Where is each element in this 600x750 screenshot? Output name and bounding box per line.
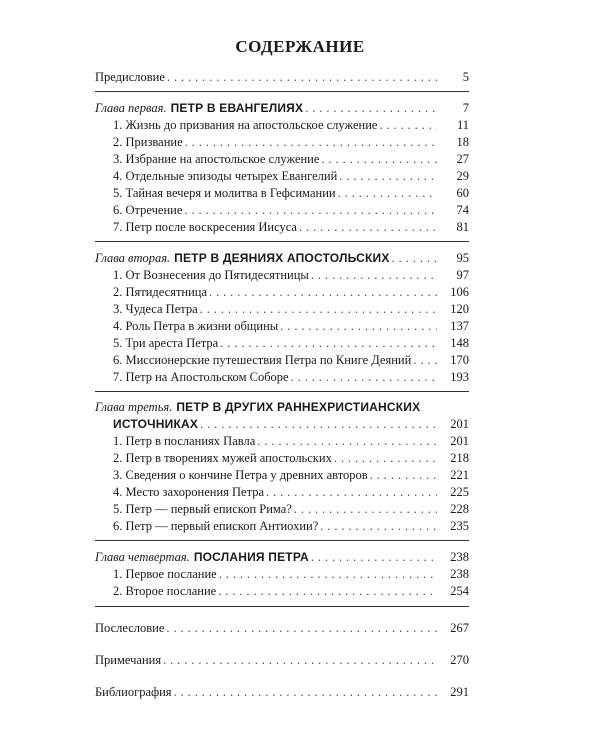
toc-entry-label: 1. Петр в посланиях Павла — [113, 434, 256, 448]
dot-leader — [218, 583, 437, 600]
toc-page-number: 95 — [456, 251, 469, 265]
toc-entry[interactable] — [113, 219, 469, 236]
dot-leader — [209, 284, 437, 301]
toc-page-number: 29 — [456, 169, 469, 183]
toc-entry-label: 1. От Вознесения до Пятидесятницы — [113, 268, 309, 282]
toc-chapter-1[interactable] — [95, 100, 469, 117]
toc-entry-label: Послесловие — [95, 621, 165, 635]
toc-entry-preface[interactable] — [95, 69, 469, 86]
chapter-title: ПОСЛАНИЯ ПЕТРА — [193, 550, 309, 564]
dot-leader — [311, 267, 437, 284]
dot-leader — [379, 117, 437, 134]
toc-page-number: 270 — [450, 653, 469, 667]
section-divider — [95, 241, 469, 242]
section-divider — [95, 91, 469, 92]
toc-page-number: 97 — [456, 268, 469, 282]
toc-entry-afterword[interactable] — [95, 620, 469, 637]
dot-leader — [166, 620, 437, 637]
dot-leader — [200, 416, 437, 433]
toc-entry-label: 5. Тайная вечеря и молитва в Гефсимании — [113, 186, 336, 200]
toc-entry-label: 2. Петр в творениях мужей апостольских — [113, 451, 332, 465]
toc-chapter-3[interactable] — [95, 399, 469, 416]
toc-page-number: 201 — [450, 434, 469, 448]
chapter-prefix: Глава первая. — [95, 101, 167, 115]
toc-chapter-3-continuation[interactable] — [113, 416, 469, 433]
toc-chapter-4[interactable] — [95, 549, 469, 566]
page-title: СОДЕРЖАНИЕ — [235, 37, 365, 56]
toc-entry[interactable] — [113, 318, 469, 335]
toc-page-number: 218 — [450, 451, 469, 465]
toc-entry[interactable] — [113, 301, 469, 318]
toc-entry-label: 5. Петр — первый епископ Рима? — [113, 502, 292, 516]
toc-page-number: 81 — [456, 220, 469, 234]
chapter-title: ПЕТР В ДЕЯНИЯХ АПОСТОЛЬСКИХ — [174, 251, 390, 265]
toc-page-number: 7 — [462, 101, 469, 115]
section-divider — [95, 606, 469, 607]
toc-entry[interactable] — [113, 467, 469, 484]
toc-entry[interactable] — [113, 501, 469, 518]
dot-leader — [280, 318, 437, 335]
toc-page-number: 170 — [450, 353, 469, 367]
toc-page-number: 267 — [450, 621, 469, 635]
toc-entry-bibliography[interactable] — [95, 684, 469, 701]
chapter-prefix: Глава четвертая. — [95, 550, 190, 564]
toc-entry-label: 2. Пятидесятница — [113, 285, 208, 299]
toc-entry[interactable] — [113, 284, 469, 301]
toc-entry[interactable] — [113, 369, 469, 386]
toc-entry-label: 1. Первое послание — [113, 567, 217, 581]
dot-leader — [339, 168, 437, 185]
toc-entry[interactable] — [113, 484, 469, 501]
toc-entry-label: 6. Миссионерские путешествия Петра по Книге Деяний — [113, 353, 412, 367]
toc-entry[interactable] — [113, 335, 469, 352]
toc-entry-label: 6. Отречение — [113, 203, 183, 217]
toc-entry-label: 2. Призвание — [113, 135, 183, 149]
dot-leader — [370, 467, 437, 484]
dot-leader — [334, 450, 437, 467]
dot-leader — [200, 301, 437, 318]
dot-leader — [392, 250, 437, 267]
dot-leader — [320, 518, 437, 535]
dot-leader — [167, 69, 437, 86]
section-divider — [95, 391, 469, 392]
toc-page-number: 225 — [450, 485, 469, 499]
toc-entry[interactable] — [113, 202, 469, 219]
toc-page-number: 235 — [450, 519, 469, 533]
toc-entry[interactable] — [113, 117, 469, 134]
dot-leader — [174, 684, 437, 701]
chapter-prefix: Глава третья. — [95, 400, 173, 414]
toc-page-number: 221 — [450, 468, 469, 482]
toc-page-number: 148 — [450, 336, 469, 350]
toc-entry[interactable] — [113, 134, 469, 151]
toc-entry[interactable] — [113, 168, 469, 185]
toc-entry-label: 2. Второе послание — [113, 584, 217, 598]
toc-page-number: 27 — [456, 152, 469, 166]
chapter-title: ПЕТР В ЕВАНГЕЛИЯХ — [170, 101, 304, 115]
toc-page-number: 238 — [450, 550, 469, 564]
toc-entry-label: 4. Место захоронения Петра — [113, 485, 265, 499]
toc-entry-notes[interactable] — [95, 652, 469, 669]
toc-entry-label: 1. Жизнь до призвания на апостольское служение — [113, 118, 378, 132]
dot-leader — [321, 151, 437, 168]
toc-entry-label: Примечания — [95, 653, 162, 667]
chapter-prefix: Глава вторая. — [95, 251, 171, 265]
toc-page-number: 18 — [456, 135, 469, 149]
dot-leader — [291, 369, 437, 386]
toc-page-number: 60 — [456, 186, 469, 200]
toc-entry[interactable] — [113, 583, 469, 600]
dot-leader — [338, 185, 437, 202]
toc-page-number: 74 — [456, 203, 469, 217]
toc-entry-label: 3. Избрание на апостольское служение — [113, 152, 320, 166]
dot-leader — [220, 335, 437, 352]
toc-page-number: 254 — [450, 584, 469, 598]
toc-entry-label: 3. Сведения о кончине Петра у древних авторов — [113, 468, 368, 482]
toc-entry-label: 4. Отдельные эпизоды четырех Евангелий — [113, 169, 338, 183]
toc-entry[interactable] — [113, 267, 469, 284]
toc-entry-label: Библиография — [95, 685, 172, 699]
toc-page-number: 291 — [450, 685, 469, 699]
toc-chapter-2[interactable] — [95, 250, 469, 267]
dot-leader — [413, 352, 437, 369]
toc-page-number: 137 — [450, 319, 469, 333]
toc-entry-label: 4. Роль Петра в жизни общины — [113, 319, 279, 333]
toc-page-number: 201 — [450, 417, 469, 431]
toc-entry[interactable] — [113, 185, 469, 202]
section-divider — [95, 540, 469, 541]
toc-page-number: 238 — [450, 567, 469, 581]
dot-leader — [305, 100, 437, 117]
dot-leader — [163, 652, 437, 669]
toc-page-number: 228 — [450, 502, 469, 516]
toc-entry-label: 7. Петр после воскресения Иисуса — [113, 220, 297, 234]
toc-page-number: 106 — [450, 285, 469, 299]
toc-page-number: 11 — [456, 118, 469, 132]
dot-leader — [299, 219, 437, 236]
toc-page-number: 193 — [450, 370, 469, 384]
dot-leader — [257, 433, 437, 450]
dot-leader — [219, 566, 437, 583]
chapter-title-continuation: ИСТОЧНИКАХ — [113, 417, 199, 431]
toc-entry[interactable] — [113, 352, 469, 369]
dot-leader — [294, 501, 437, 518]
toc-entry[interactable] — [113, 566, 469, 583]
dot-leader — [311, 549, 437, 566]
dot-leader — [266, 484, 437, 501]
toc-page-number: 5 — [462, 70, 469, 84]
toc-entry[interactable] — [113, 518, 469, 535]
toc-entry[interactable] — [113, 151, 469, 168]
toc-entry[interactable] — [113, 433, 469, 450]
dot-leader — [185, 134, 437, 151]
toc-entry-label: Предисловие — [95, 70, 165, 84]
dot-leader — [184, 202, 437, 219]
toc-entry-label: 5. Три ареста Петра — [113, 336, 219, 350]
toc-entry[interactable] — [113, 450, 469, 467]
toc-entry-label: 3. Чудеса Петра — [113, 302, 198, 316]
toc-entry-label: 6. Петр — первый епископ Антиохии? — [113, 519, 319, 533]
toc-page-number: 120 — [450, 302, 469, 316]
toc-entry-label: 7. Петр на Апостольском Соборе — [113, 370, 289, 384]
chapter-title: ПЕТР В ДРУГИХ РАННЕХРИСТИАНСКИХ — [176, 400, 421, 414]
